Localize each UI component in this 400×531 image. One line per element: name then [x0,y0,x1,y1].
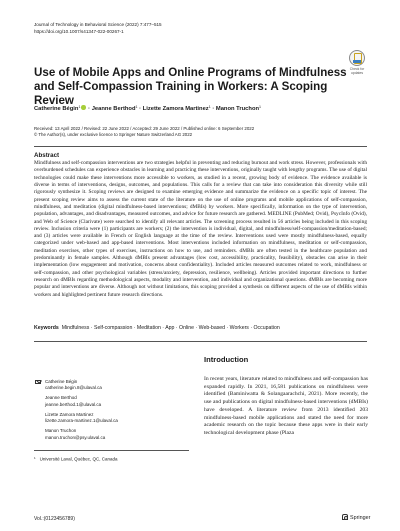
divider [34,450,189,451]
correspondence-email[interactable]: catherine.begin.8@ulaval.ca [45,385,102,391]
divider [34,341,367,342]
envelope-icon [35,380,41,384]
author-list: Catherine Bégin$^1$ · Jeanne Berthod$^1$ · Lizette Zamora Martinez$^1$ · Manon Truchon$^1$ [34,105,262,112]
check-updates-icon [349,50,365,66]
publisher-logo [342,514,370,521]
author-name[interactable]: Manon Truchon [215,106,260,112]
journal-header [34,21,162,36]
check-updates-label: Check for updates [349,67,365,75]
keywords-label: Keywords [34,325,59,331]
affiliation [34,455,189,463]
correspondence-name: Catherine Bégin [45,379,78,384]
divider [34,146,367,147]
affiliation-mark: 1 [34,456,36,461]
article-title: Use of Mobile Apps and Online Programs of Mindfulness and Self-Compassion Training in Workers: A Scoping Review [34,66,347,107]
publication-history [34,126,254,139]
abstract-heading: Abstract [34,152,60,159]
correspondence-entry [45,379,189,392]
introduction-heading: Introduction [204,355,249,364]
author-affiliation-mark: 1 [208,105,211,109]
correspondence-block [34,379,189,463]
correspondence-name: Lizette Zamora Martinez [45,411,94,417]
copyright-notice: © The Author(s), under exclusive licence to Springer Nature Switzerland AG 2022 [34,132,193,138]
correspondence-email[interactable]: jeanne.berthod.1@ulaval.ca [45,401,102,407]
springer-horse-icon [342,514,348,520]
volume-marker: Vol.:(0123456789) [34,516,75,522]
affiliation-text: Université Laval, Québec, QC, Canada [39,456,118,462]
article-dates: Received: 13 April 2022 / Revised: 22 June 2022 / Accepted: 29 June 2022 / Published online: 6 September 2022 [34,126,255,131]
doi-link[interactable]: https://doi.org/10.1007/s41347-022-00267-1 [34,29,124,35]
keywords-list: Mindfulness · Self-compassion · Meditation · App · Online · Web-based · Workers · Occupation [61,325,280,331]
abstract-text: Mindfulness and self-compassion interventions are two strategies helpful in preventing and reducing burnout and work stress. However, professionals with overburdened schedules can experience obstacles in learning and practicing these interventions, originally taught with lengthy programs. The use of digital technologies could make these interventions more accessible to workers, as studied in a recent, growing body of evidence. The evidence available is diverse in terms of interventions, designs, outcomes, and populations. This calls for a review that can take into consideration this diversity while still rigorously synthesize it. Scoping reviews are designed to examine emerging evidence and summarize the evidence on a specific topic of interest. The present scoping review aims to assess the current state of the literature on the use of online programs and mobile applications of self-compassion, mindfulness, and meditation (digital mindfulness-based interventions; dMBIs) by workers. More specifically, information on the type of intervention, population, advantages, and disadvantages, measured outcomes, and advice for future research are gathered. MEDLINE (PubMed; Ovid), PsycInfo (Ovid), and Web of Science (Clarivate) were searched to identify all relevant articles. The screening process resulted in 56 articles being included in this scoping review. Inclusion criteria were (1) participants are workers; (2) the intervention is individual, digital, and mindfulness/self-compassion/meditation-based; and (3) articles were available in French or English language at the time of the review. Interventions used were mostly mindfulness-based, equally categorized under web-based and app-based interventions. Most interventions included information on mindfulness, meditation or self-compassion, meditation exercises, other types of exercises, instructions on how to use, and reminders. dMBIs are often tested in the healthcare population and predominantly in female samples. Although dMBIs present advantages (low cost, accessibility, practicality, feasibility), obstacles can arise in their implementation (low engagement and motivation, concerns about confidentiality). Included articles measured outcomes related to work, mindfulness or self-compassion, and other psychological variables (stress/anxiety, depression, resilience, wellbeing). Articles provided important directions to further research on dMBIs regarding methodological aspects, modality and intervention, and individual and organizational questions. dMBIs are becoming more popular and interventions are diverse. Although not without limitations, this scoping provided a synthesis on different aspects of the use of dMBIs within workers and highlighted pertinent future research directions. [34,160,367,298]
keywords [34,325,367,332]
correspondence-email[interactable]: lizette.zamora-martinez.1@ulaval.ca [45,418,118,424]
correspondence-email[interactable]: manon.truchon@psy.ulaval.ca [45,434,106,440]
author-affiliation-mark: 1 [78,105,81,109]
correspondence-name: Manon Truchon [45,428,77,434]
author-name[interactable]: Catherine Bégin [34,106,79,112]
correspondence-entry [45,428,189,441]
correspondence-entry [45,395,189,408]
author-name[interactable]: Lizette Zamora Martinez [142,106,209,112]
author-affiliation-mark: 1 [135,105,138,109]
author-name[interactable]: Jeanne Berthod [91,106,136,112]
correspondence-entry [45,412,189,425]
introduction-text: In recent years, literature related to mindfulness and self-compassion has expanded rapidly. In 2021, 16,581 publications on mindfulness were identified (Baminiwatta & Solangaarachchi, 2021). More recently, the use and publications on digital mindfulness-based interventions (dMBIs) have developed. A literature review from 2013 identified 203 mindfulness-based mobile applications and stated the need for more academic research on the topic because these apps were in their early technological development phase (Plaza [204,376,368,436]
orcid-icon[interactable] [81,105,86,110]
journal-citation: Journal of Technology in Behavioral Science (2022) 7:477–515 [34,22,162,27]
author-affiliation-mark: 1 [259,105,262,109]
correspondence-name: Jeanne Berthod [45,395,77,401]
publisher-name: Springer [350,515,371,521]
